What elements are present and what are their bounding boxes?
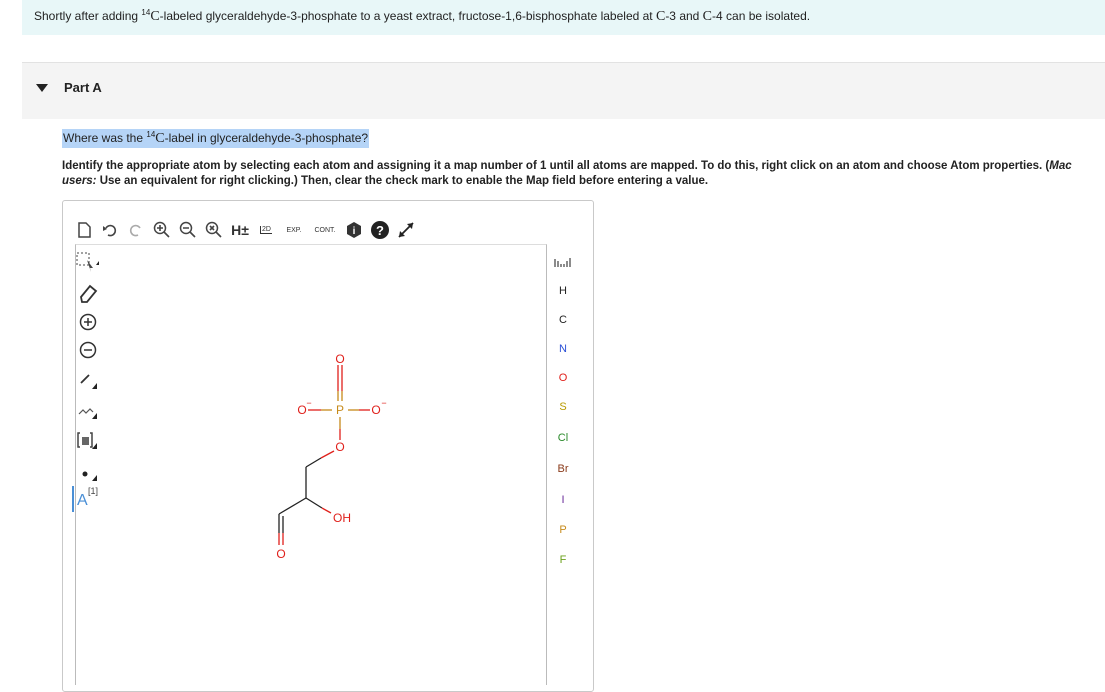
- intro-panel: [22, 0, 1105, 35]
- collapse-triangle-icon[interactable]: [36, 84, 48, 92]
- atom-o-left: O: [297, 403, 307, 417]
- question-text: Where was the $^{14}$C-label in glyceraldehyde-3-phosphate?: [63, 130, 369, 146]
- atom-oh: OH: [333, 511, 351, 525]
- fullscreen-icon[interactable]: [393, 217, 419, 243]
- new-document-icon[interactable]: [71, 217, 97, 243]
- drawing-canvas[interactable]: [75, 244, 547, 685]
- zoom-reset-icon[interactable]: [201, 217, 227, 243]
- element-br[interactable]: Br: [557, 463, 569, 475]
- atom-map-number: [1]: [88, 486, 99, 496]
- charge-o-right: −: [381, 398, 387, 408]
- charge-o-left: −: [306, 398, 312, 408]
- part-a-header[interactable]: [22, 62, 1105, 119]
- info-icon[interactable]: [341, 217, 367, 243]
- element-i[interactable]: I: [561, 494, 565, 506]
- element-f[interactable]: F: [559, 554, 567, 566]
- periodic-table-icon[interactable]: [548, 255, 578, 272]
- zoom-out-icon[interactable]: [175, 217, 201, 243]
- atom-o-aldehyde: O: [276, 547, 286, 561]
- structure-editor[interactable]: [62, 200, 594, 692]
- atom-p: P: [335, 403, 345, 417]
- element-o[interactable]: O: [558, 372, 568, 384]
- atom-o-ester: O: [335, 440, 345, 454]
- redo-icon[interactable]: [123, 217, 149, 243]
- element-n[interactable]: N: [559, 343, 567, 355]
- clean-2d-button[interactable]: 2D: [262, 226, 271, 233]
- help-icon[interactable]: [367, 217, 393, 243]
- element-s[interactable]: S: [559, 401, 567, 413]
- element-c[interactable]: C: [559, 314, 567, 326]
- intro-text: Shortly after adding $^{14}$C-labeled glyceraldehyde-3-phosphate to a yeast extract, fructose-1,6-bisphosphate labeled at C-3 and C-4 can be isolated.: [34, 8, 811, 24]
- molecule-drawing[interactable]: [76, 245, 546, 685]
- svg-text:?: ?: [376, 223, 384, 238]
- element-cl[interactable]: Cl: [557, 432, 569, 444]
- undo-icon[interactable]: [97, 217, 123, 243]
- element-h[interactable]: H: [559, 285, 567, 297]
- part-title: Part A: [64, 80, 102, 95]
- element-p[interactable]: P: [559, 524, 567, 536]
- editor-toolbar: [71, 217, 419, 243]
- atom-o-right: O: [371, 403, 381, 417]
- expand-button[interactable]: EXP.: [286, 226, 302, 234]
- zoom-in-icon[interactable]: [149, 217, 175, 243]
- atom-o-top: O: [335, 352, 345, 366]
- instructions: Identify the appropriate atom by selecting each atom and assigning it a map number of 1 until all atoms are mapped. To do this, right click on an atom and choose Atom properties. (Mac users: Use an equivalent for right clicking.) Then, clear the check mark to enable the Map field before entering a value.: [62, 160, 1072, 187]
- svg-text:i: i: [352, 226, 356, 237]
- hydrogens-button[interactable]: H±: [231, 222, 249, 238]
- contract-button[interactable]: CONT.: [314, 226, 336, 234]
- atom-map-letter: A: [77, 492, 88, 509]
